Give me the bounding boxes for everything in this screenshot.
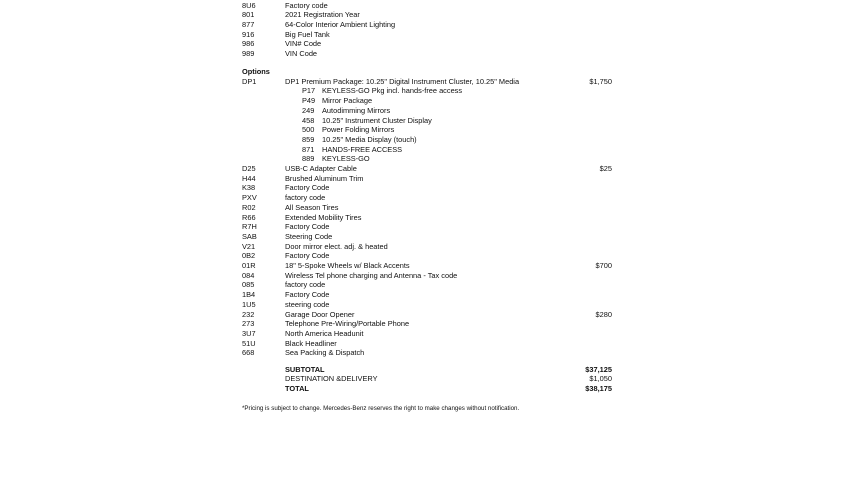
option-description: factory code: [285, 280, 326, 290]
package-item-description: Power Folding Mirrors: [322, 125, 395, 135]
package-description: DP1 Premium Package: 10.25" Digital Instrument Cluster, 10.25" Media: [285, 76, 520, 86]
option-description: Factory Code: [285, 222, 330, 232]
option-description: Sea Packing & Dispatch: [285, 348, 365, 358]
option-code: SAB: [242, 231, 257, 241]
option-code: V21: [242, 241, 256, 251]
option-code: 1B4: [242, 290, 256, 300]
package-item-code: P17: [302, 86, 316, 96]
option-description: steering code: [285, 299, 330, 309]
option-code: R66: [242, 212, 256, 222]
row-description: 2021 Registration Year: [285, 10, 360, 20]
option-price: $25: [599, 164, 612, 173]
total-label: DESTINATION &DELIVERY: [285, 374, 378, 384]
package-item-description: Autodimming Mirrors: [322, 105, 391, 115]
option-price: $280: [595, 309, 612, 319]
option-code: 51U: [242, 338, 256, 348]
row-description: VIN Code: [285, 49, 318, 58]
package-price: $1,750: [589, 76, 612, 86]
option-code: 084: [242, 270, 255, 280]
option-code: D25: [242, 164, 256, 173]
option-description: Door mirror elect. adj. & heated: [285, 241, 388, 251]
option-price: $700: [595, 261, 612, 270]
option-code: R02: [242, 202, 256, 212]
row-description: 64-Color Interior Ambient Lighting: [285, 19, 396, 29]
option-code: 01R: [242, 261, 256, 270]
option-description: Steering Code: [285, 231, 333, 241]
option-code: 085: [242, 280, 255, 290]
option-code: 232: [242, 309, 255, 319]
row-code: 916: [242, 29, 255, 39]
option-code: 273: [242, 319, 255, 329]
option-description: factory code: [285, 193, 326, 203]
option-code: 668: [242, 348, 255, 358]
row-description: Big Fuel Tank: [285, 29, 330, 39]
option-code: H44: [242, 173, 256, 183]
package-item-code: 249: [302, 105, 315, 115]
package-item-description: 10.25" Media Display (touch): [322, 134, 417, 144]
package-item-description: Mirror Package: [322, 96, 373, 106]
package-item-description: 10.25" Instrument Cluster Display: [322, 115, 432, 125]
total-value: $38,175: [585, 383, 612, 393]
package-item-description: HANDS-FREE ACCESS: [322, 144, 403, 154]
option-description: Wireless Tel phone charging and Antenna - Tax code: [285, 270, 458, 280]
row-description: Factory code: [285, 0, 328, 10]
package-code: DP1: [242, 76, 257, 86]
option-description: Factory Code: [285, 183, 330, 193]
total-value: $37,125: [585, 364, 612, 374]
package-item-code: 500: [302, 125, 315, 135]
row-code: 986: [242, 39, 255, 49]
option-description: Factory Code: [285, 251, 330, 261]
option-description: USB-C Adapter Cable: [285, 164, 357, 173]
package-item-code: P49: [302, 96, 316, 106]
row-code: 877: [242, 19, 255, 29]
option-description: North America Headunit: [285, 328, 364, 338]
option-description: Brushed Aluminum Trim: [285, 173, 364, 183]
package-item-code: 859: [302, 134, 315, 144]
row-code: 8U6: [242, 0, 256, 10]
option-code: 0B2: [242, 251, 256, 261]
option-code: PXV: [242, 193, 257, 203]
option-description: Garage Door Opener: [285, 309, 355, 319]
option-code: 1U5: [242, 299, 256, 309]
total-value: $1,050: [589, 374, 612, 384]
row-description: VIN# Code: [285, 39, 322, 49]
package-item-code: 871: [302, 144, 315, 154]
total-label: SUBTOTAL: [285, 364, 325, 374]
row-code: 989: [242, 49, 255, 58]
option-description: Factory Code: [285, 290, 330, 300]
pricing-footnote: *Pricing is subject to change. Mercedes-Benz reserves the right to make changes without notification.: [242, 405, 520, 412]
package-item-description: KEYLESS-GO: [322, 154, 370, 164]
option-description: Black Headliner: [285, 338, 337, 348]
package-item-code: 458: [302, 115, 315, 125]
total-label: TOTAL: [285, 383, 309, 393]
option-code: R7H: [242, 222, 257, 232]
option-description: Extended Mobility Tires: [285, 212, 362, 222]
option-description: Telephone Pre-Wiring/Portable Phone: [285, 319, 410, 329]
options-heading: Options: [242, 67, 270, 76]
row-code: 801: [242, 10, 255, 20]
option-description: 18" 5-Spoke Wheels w/ Black Accents: [285, 261, 410, 270]
package-item-code: 889: [302, 154, 315, 164]
option-code: K38: [242, 183, 256, 193]
option-description: All Season Tires: [285, 202, 339, 212]
package-item-description: KEYLESS-GO Pkg incl. hands-free access: [322, 86, 463, 96]
option-code: 3U7: [242, 328, 256, 338]
